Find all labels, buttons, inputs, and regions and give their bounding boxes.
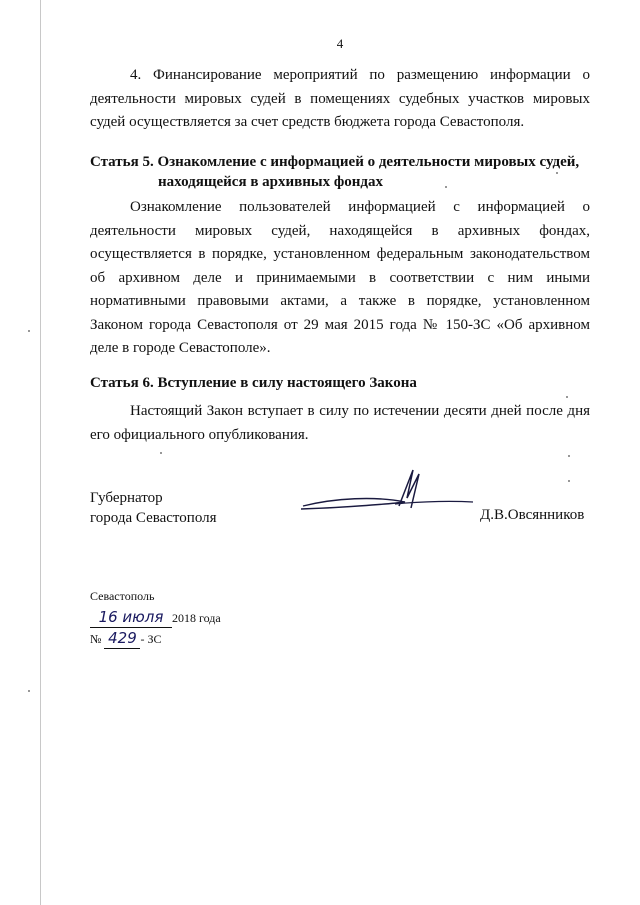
article-6-heading: Статья 6. Вступление в силу настоящего Закона — [90, 375, 417, 391]
number-suffix: - ЗС — [140, 632, 162, 646]
scan-speck — [566, 396, 568, 398]
handwritten-number: 429 — [104, 628, 140, 649]
scan-speck — [445, 186, 447, 188]
handwritten-date: 16 июля — [90, 607, 172, 628]
footer-number — [90, 628, 161, 649]
footer-city: Севастополь — [90, 589, 155, 603]
article-5-heading — [90, 152, 590, 192]
footer-date — [90, 607, 221, 628]
article-5-body: Ознакомление пользователей информацией с информацией о деятельности мировых судей, находящейся в архивных фондах, осуществляется в порядке, установленном федеральным законодательством об архивном деле и принимаемыми в соответствии с ним иными нормативными правовыми актами, а также в порядке, установленном Законом города Севастополя от 29 мая 2015 года № 150-ЗС «Об архивном деле в городе Севастополе». — [90, 199, 590, 356]
article-6-body: Настоящий Закон вступает в силу по истечении десяти дней после дня его официального опубликования. — [90, 403, 590, 443]
signatory-city: города Севастополя — [90, 510, 217, 526]
scan-margin-line — [40, 0, 41, 905]
footer-year: 2018 года — [172, 611, 221, 625]
article-5-title-line2: находящейся в архивных фондах — [158, 174, 383, 190]
number-prefix: № — [90, 632, 102, 646]
scan-speck — [556, 172, 558, 174]
scan-speck — [568, 480, 570, 482]
signatory-title: Губернатор — [90, 490, 163, 506]
clause-4-paragraph: 4. Финансирование мероприятий по размещению информации о деятельности мировых судей в помещениях судебных участков мировых судей осуществляется за счет средств бюджета города Севастополя. — [90, 67, 590, 130]
scan-speck — [568, 455, 570, 457]
article-5-title-line1: Статья 5. Ознакомление с информацией о деятельности мировых судей, — [90, 154, 580, 170]
scan-speck — [28, 690, 30, 692]
page-number: 4 — [336, 36, 344, 51]
signatory-name: Д.В.Овсянников — [480, 507, 585, 523]
scan-speck — [28, 330, 30, 332]
handwritten-signature-icon — [295, 468, 475, 518]
scan-speck — [160, 452, 162, 454]
